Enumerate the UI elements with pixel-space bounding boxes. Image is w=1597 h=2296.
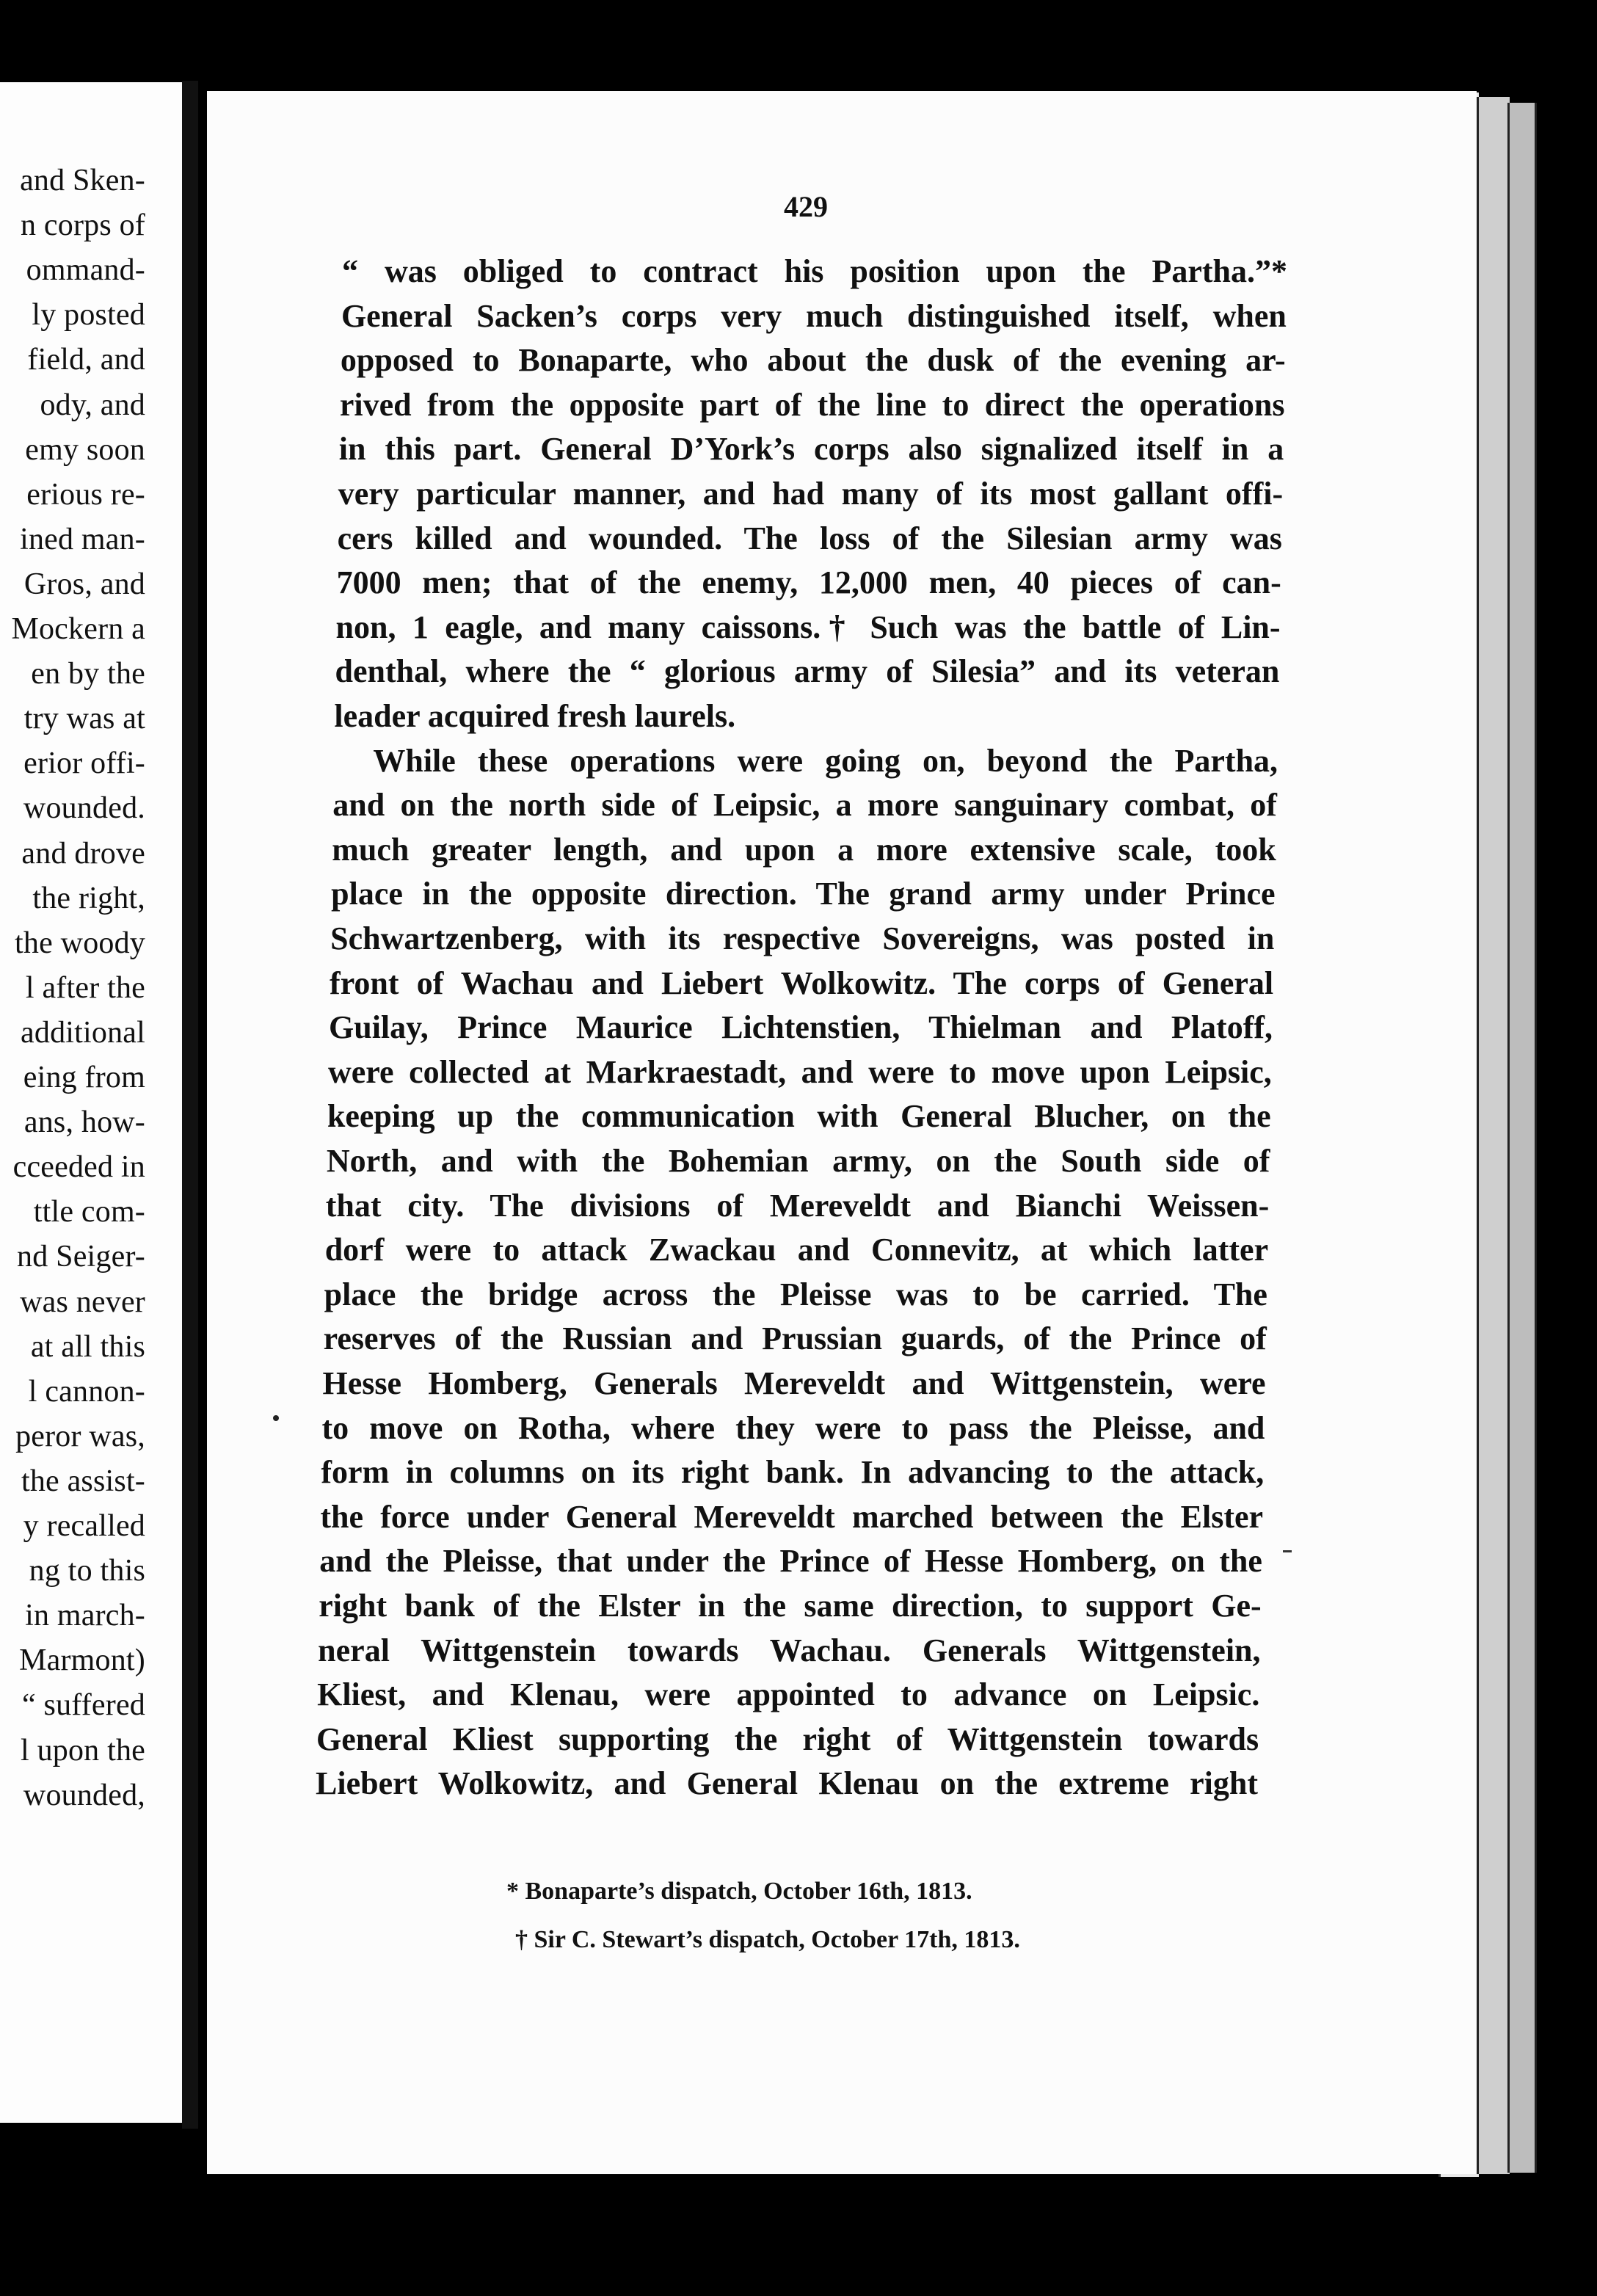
body-line: “ was obliged to contract his position upon the Partha.”* [342, 253, 1287, 289]
body-line: to move on Rotha, where they were to pass the Pleisse, and [321, 1409, 1265, 1446]
previous-page-line: ody, and [40, 388, 145, 422]
body-line: denthal, where the “ glorious army of Silesia” and its veteran [335, 653, 1280, 690]
page-number: 429 [784, 190, 828, 223]
previous-page-line: in march- [25, 1599, 145, 1633]
previous-page-line: ined man- [20, 522, 145, 556]
body-line: front of Wachau and Liebert Wolkowitz. The corps of General [330, 964, 1274, 1001]
previous-page-line: ommand- [26, 253, 145, 288]
body-line: that city. The divisions of Mereveldt and Bianchi Weissen- [325, 1187, 1270, 1224]
footnote: * Bonaparte’s dispatch, October 16th, 1813. [506, 1878, 972, 1905]
body-line: Kliest, and Klenau, were appointed to advance on Leipsic. [317, 1676, 1260, 1713]
body-line: the force under General Mereveldt marched between the Elster [320, 1498, 1264, 1535]
previous-page-line: y recalled [23, 1509, 145, 1543]
previous-page-line: eing from [23, 1061, 145, 1094]
previous-page-line: additional [21, 1015, 145, 1050]
previous-page-line: the woody [15, 926, 145, 960]
body-line: leader acquired fresh laurels. [334, 698, 736, 734]
body-line: much greater length, and upon a more extensive scale, took [332, 831, 1276, 868]
previous-page-line: the assist- [21, 1464, 145, 1498]
body-line: Guilay, Prince Maurice Lichtenstien, Thielman and Platoff, [329, 1009, 1273, 1046]
page-stack-edge [1507, 103, 1537, 2173]
previous-page-line: nd Seiger- [17, 1240, 145, 1274]
body-line: keeping up the communication with General Blucher, on the [327, 1098, 1271, 1135]
body-line: place in the opposite direction. The grand army under Prince [331, 876, 1276, 912]
previous-page-line: the right, [32, 881, 145, 915]
previous-page-line: ttle com- [33, 1195, 145, 1229]
previous-page-line: cceeded in [12, 1150, 145, 1185]
previous-page-line: Marmont) [19, 1643, 145, 1678]
previous-page-line: wounded, [23, 1778, 145, 1812]
previous-page-line: ly posted [32, 298, 145, 333]
body-line: North, and with the Bohemian army, on the South side of [326, 1143, 1270, 1179]
body-line: form in columns on its right bank. In advancing to the attack, [321, 1454, 1265, 1491]
body-line: and the Pleisse, that under the Prince of Hesse Homberg, on the [319, 1543, 1262, 1580]
ink-speck [1283, 1550, 1292, 1552]
previous-page-line: at all this [30, 1329, 145, 1364]
previous-page-line: try was at [23, 702, 145, 736]
previous-page-line: and Sken- [20, 164, 145, 197]
previous-page-line: erior offi- [23, 746, 145, 781]
previous-page-line: l after the [25, 970, 145, 1005]
previous-page-line: and drove [21, 836, 145, 871]
previous-page-line: wounded. [23, 791, 145, 826]
body-line: cers killed and wounded. The loss of the Silesian army was [337, 520, 1282, 556]
previous-page-line: field, and [27, 343, 145, 377]
previous-page-line: Gros, and [23, 567, 145, 601]
footnote: † Sir C. Stewart’s dispatch, October 17th, 1813. [515, 1926, 1020, 1953]
body-line: Schwartzenberg, with its respective Sovereigns, was posted in [330, 920, 1275, 956]
body-line: non, 1 eagle, and many caissons.† Such was the battle of Lin- [335, 608, 1281, 645]
previous-page-line: ans, how- [23, 1105, 145, 1140]
body-line: General Kliest supporting the right of Wittgenstein towards [316, 1721, 1259, 1757]
previous-page-fragment [0, 82, 192, 2123]
previous-page-line: Mockern a [11, 612, 145, 646]
body-line: Hesse Homberg, Generals Mereveldt and Wittgenstein, were [322, 1365, 1266, 1401]
body-line: dorf were to attack Zwackau and Connevitz, at which latter [324, 1232, 1269, 1268]
body-line: While these operations were going on, beyond the Partha, [373, 742, 1278, 779]
previous-page-line: n corps of [21, 208, 145, 243]
page-stack-edge [1477, 97, 1510, 2174]
book-gutter [182, 81, 198, 2129]
body-line: in this part. General D’York’s corps also signalized itself in a [338, 431, 1284, 468]
previous-page-line: l cannon- [28, 1374, 145, 1409]
body-line: were collected at Markraestadt, and were to move upon Leipsic, [327, 1053, 1272, 1090]
body-line: General Sacken’s corps very much distinguished itself, when [341, 297, 1287, 334]
previous-page-line: l upon the [21, 1733, 145, 1768]
body-line: right bank of the Elster in the same direction, to support Ge- [319, 1588, 1262, 1624]
body-line: and on the north side of Leipsic, a more sanguinary combat, of [332, 787, 1277, 824]
body-line: place the bridge across the Pleisse was to be carried. The [324, 1276, 1267, 1312]
body-line: opposed to Bonaparte, who about the dusk of the evening ar- [340, 342, 1286, 379]
previous-page-line: erious re- [26, 477, 145, 512]
previous-page-line: emy soon [25, 432, 145, 467]
body-line: very particular manner, and had many of its most gallant offi- [338, 476, 1284, 512]
body-line: rived from the opposite part of the line to direct the operations [339, 386, 1285, 423]
body-line: Liebert Wolkowitz, and General Klenau on the extreme right [316, 1765, 1258, 1802]
previous-page-line: peror was, [15, 1419, 145, 1453]
body-line: 7000 men; that of the enemy, 12,000 men, 40 pieces of can- [336, 564, 1281, 601]
previous-page-line: en by the [31, 657, 145, 691]
previous-page-line: “ suffered [22, 1688, 145, 1723]
ink-speck [273, 1415, 279, 1421]
previous-page-line: was never [20, 1285, 145, 1319]
body-line: reserves of the Russian and Prussian guards, of the Prince of [323, 1320, 1267, 1357]
previous-page-line: ng to this [29, 1554, 145, 1588]
body-line: neral Wittgenstein towards Wachau. Generals Wittgenstein, [318, 1632, 1261, 1668]
